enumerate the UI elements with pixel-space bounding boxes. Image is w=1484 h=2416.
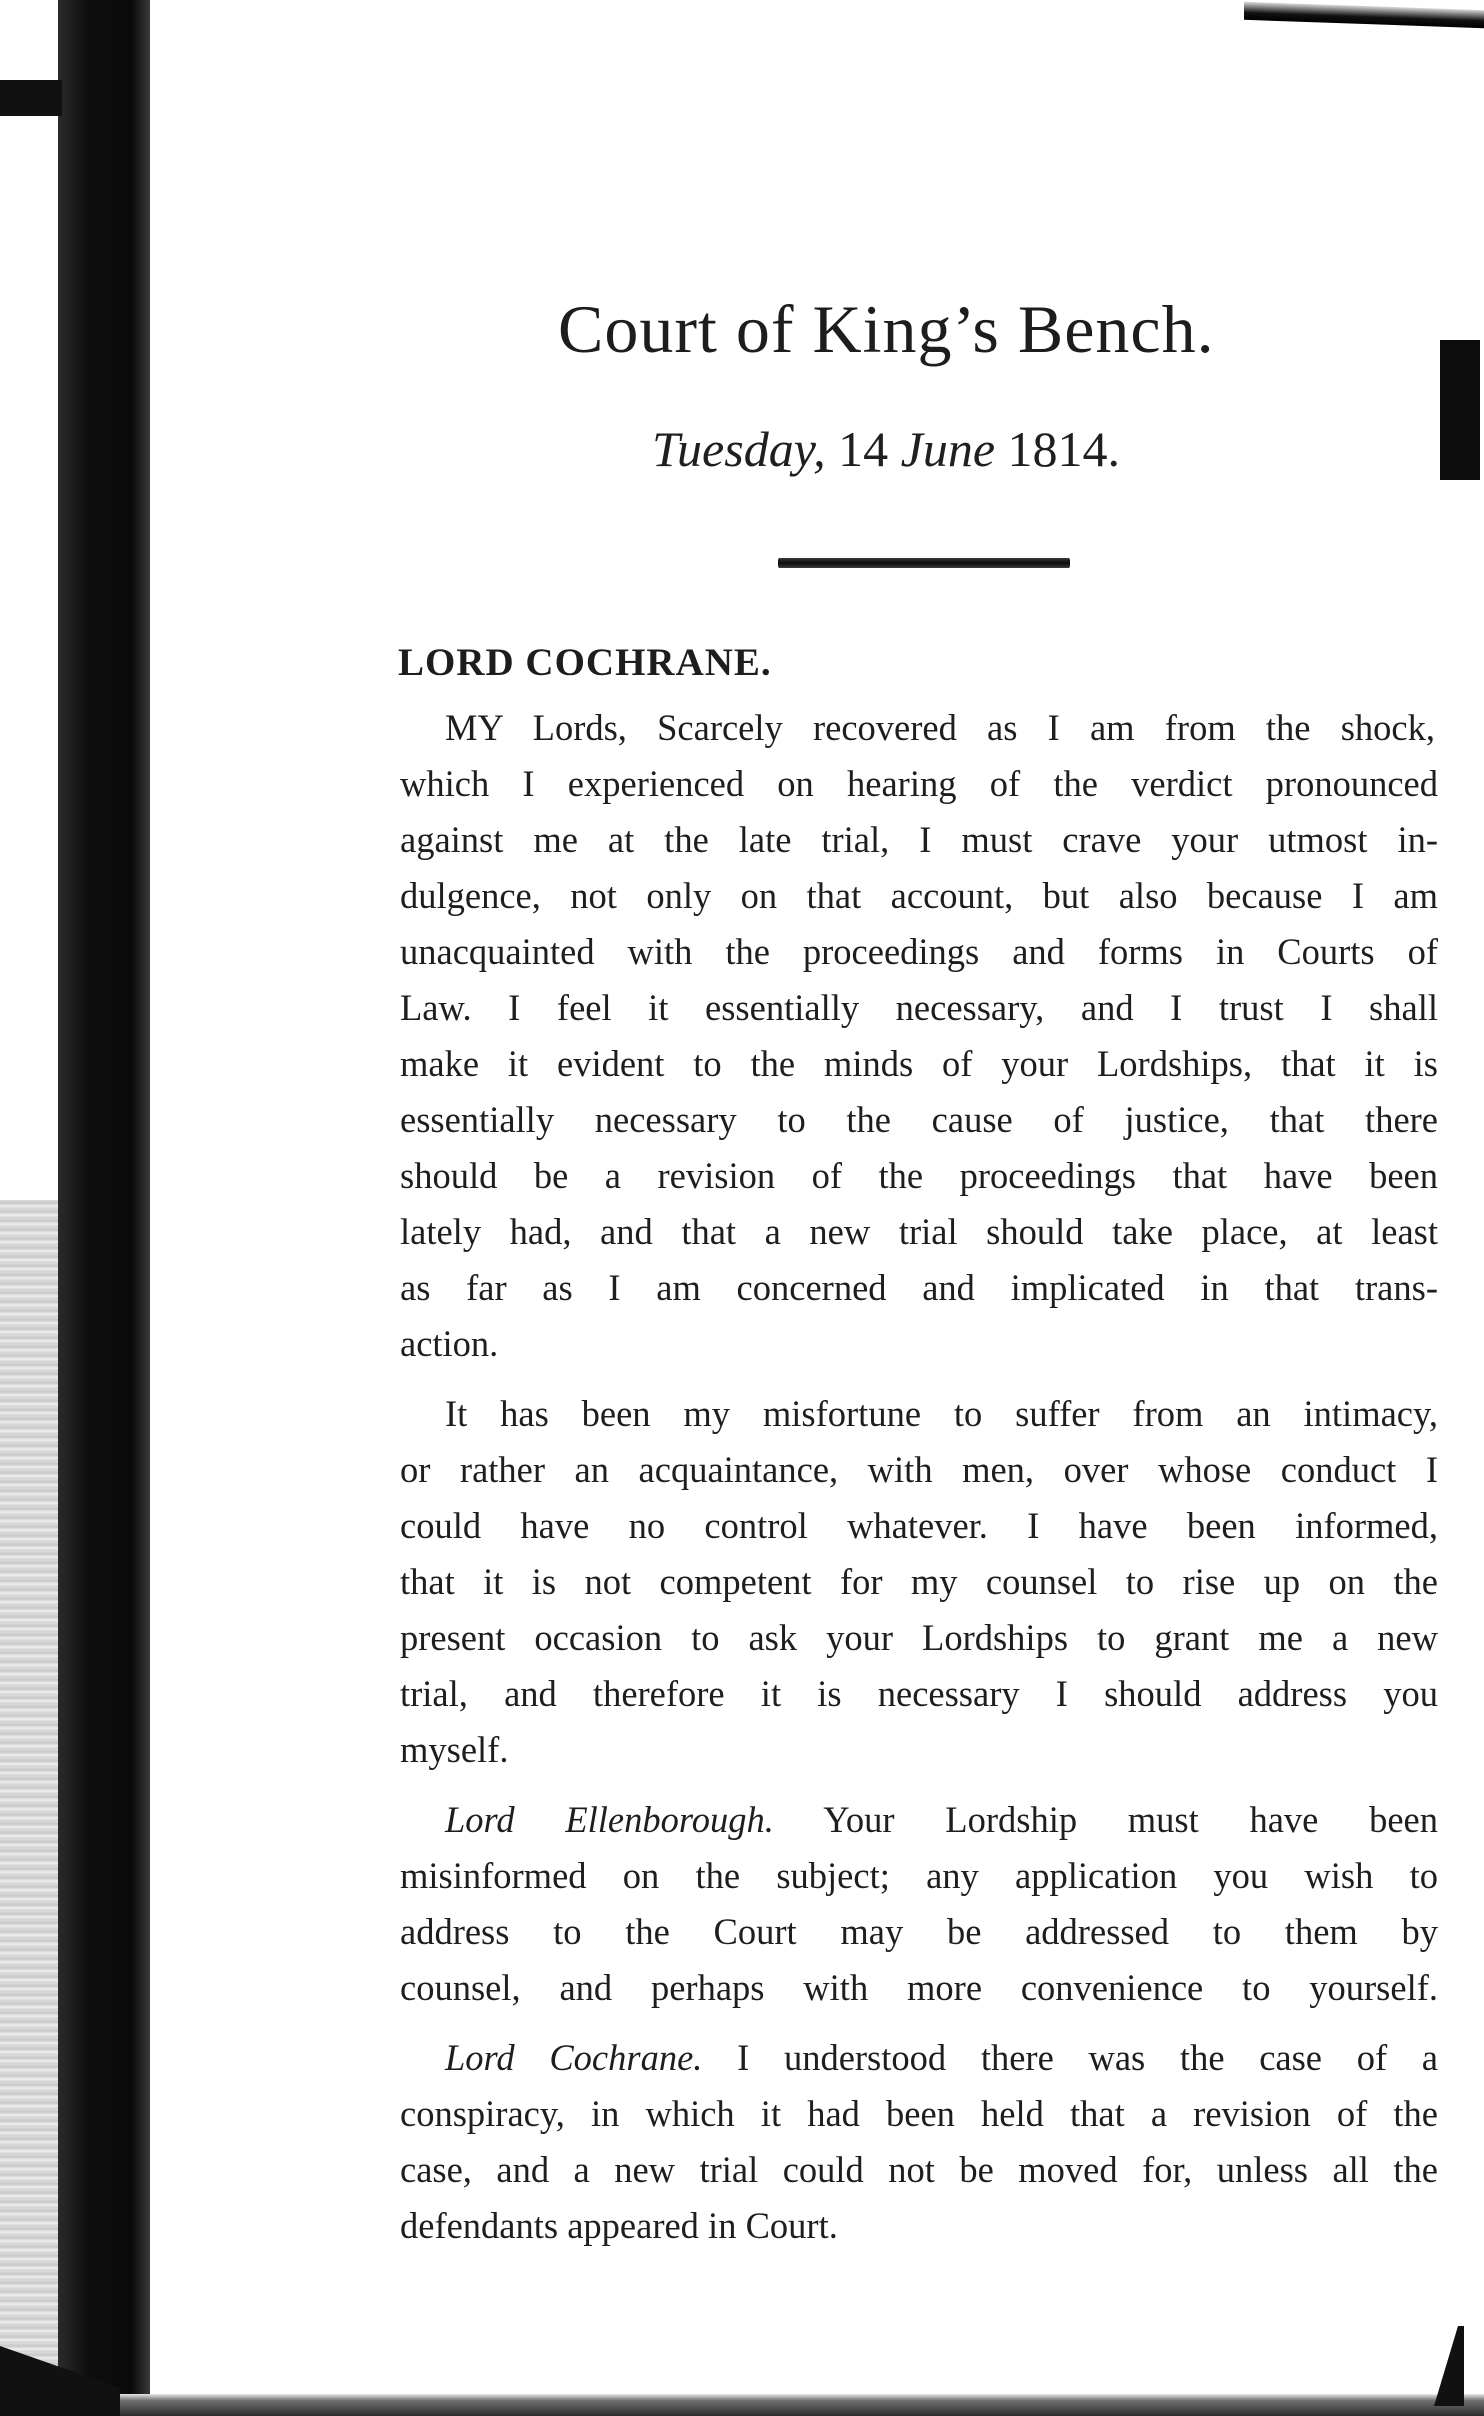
book-binding-edge (58, 0, 150, 2416)
text-line: MY Lords, Scarcely recovered as I am from the shock, (445, 707, 1435, 748)
text-line: defendants appeared in Court. (400, 2205, 838, 2246)
text-line: lately had, and that a new trial should take place, at least (400, 1211, 1438, 1252)
binding-tab (0, 80, 62, 116)
text-line: action. (400, 1323, 499, 1364)
text-line: which I experienced on hearing of the verdict pronounced (400, 763, 1438, 804)
text-line (445, 1792, 1438, 1848)
text-line: that it is not competent for my counsel to rise up on the (400, 1561, 1438, 1602)
text-line: unacquainted with the proceedings and forms in Courts of (400, 931, 1438, 972)
page-edge-shadow (0, 1200, 58, 2416)
speech-text: Your Lordship must have been (823, 1799, 1438, 1840)
text-line: misinformed on the subject; any application you wish to (400, 1855, 1438, 1896)
text-line: dulgence, not only on that account, but also because I am (400, 875, 1438, 916)
text-line: make it evident to the minds of your Lordships, that it is (400, 1043, 1438, 1084)
page-corner-bottom-right (1434, 2326, 1464, 2406)
dateline (652, 420, 1252, 478)
speaker-name: Lord Cochrane. (445, 2037, 703, 2078)
text-line: counsel, and perhaps with more convenience to yourself. (400, 1967, 1438, 2008)
text-line: trial, and therefore it is necessary I should address you (400, 1673, 1438, 1714)
text-line: myself. (400, 1729, 509, 1770)
page-edge-right-mark (1440, 340, 1480, 480)
text-line: conspiracy, in which it had been held that a revision of the (400, 2093, 1438, 2134)
text-line: or rather an acquaintance, with men, over whose conduct I (400, 1449, 1438, 1490)
dateline-day: 14 (838, 421, 889, 477)
text-line: could have no control whatever. I have been informed, (400, 1505, 1438, 1546)
text-line: It has been my misfortune to suffer from an intimacy, (445, 1393, 1438, 1434)
dateline-month: June (900, 421, 996, 477)
speaker-heading: LORD COCHRANE. (398, 641, 772, 684)
page-title: Court of King’s Bench. (558, 291, 1215, 367)
text-line: against me at the late trial, I must crave your utmost in- (400, 819, 1438, 860)
speech-text: I understood there was the case of a (737, 2037, 1438, 2078)
page-corner-top-right (1244, 2, 1484, 28)
page-edge-bottom (0, 2394, 1484, 2416)
text-line: should be a revision of the proceedings that have been (400, 1155, 1438, 1196)
text-line: case, and a new trial could not be moved for, unless all the (400, 2149, 1438, 2190)
dateline-weekday: Tuesday, (652, 421, 826, 477)
text-line: address to the Court may be addressed to them by (400, 1911, 1438, 1952)
text-line: essentially necessary to the cause of justice, that there (400, 1099, 1438, 1140)
speaker-name: Lord Ellenborough. (445, 1799, 774, 1840)
text-line: Law. I feel it essentially necessary, and I trust I shall (400, 987, 1438, 1028)
dateline-year: 1814. (1007, 421, 1121, 477)
text-line: as far as I am concerned and implicated in that trans- (400, 1267, 1438, 1308)
section-divider-rule (778, 558, 1070, 568)
text-line (445, 2030, 1438, 2086)
text-line: present occasion to ask your Lordships to grant me a new (400, 1617, 1438, 1658)
